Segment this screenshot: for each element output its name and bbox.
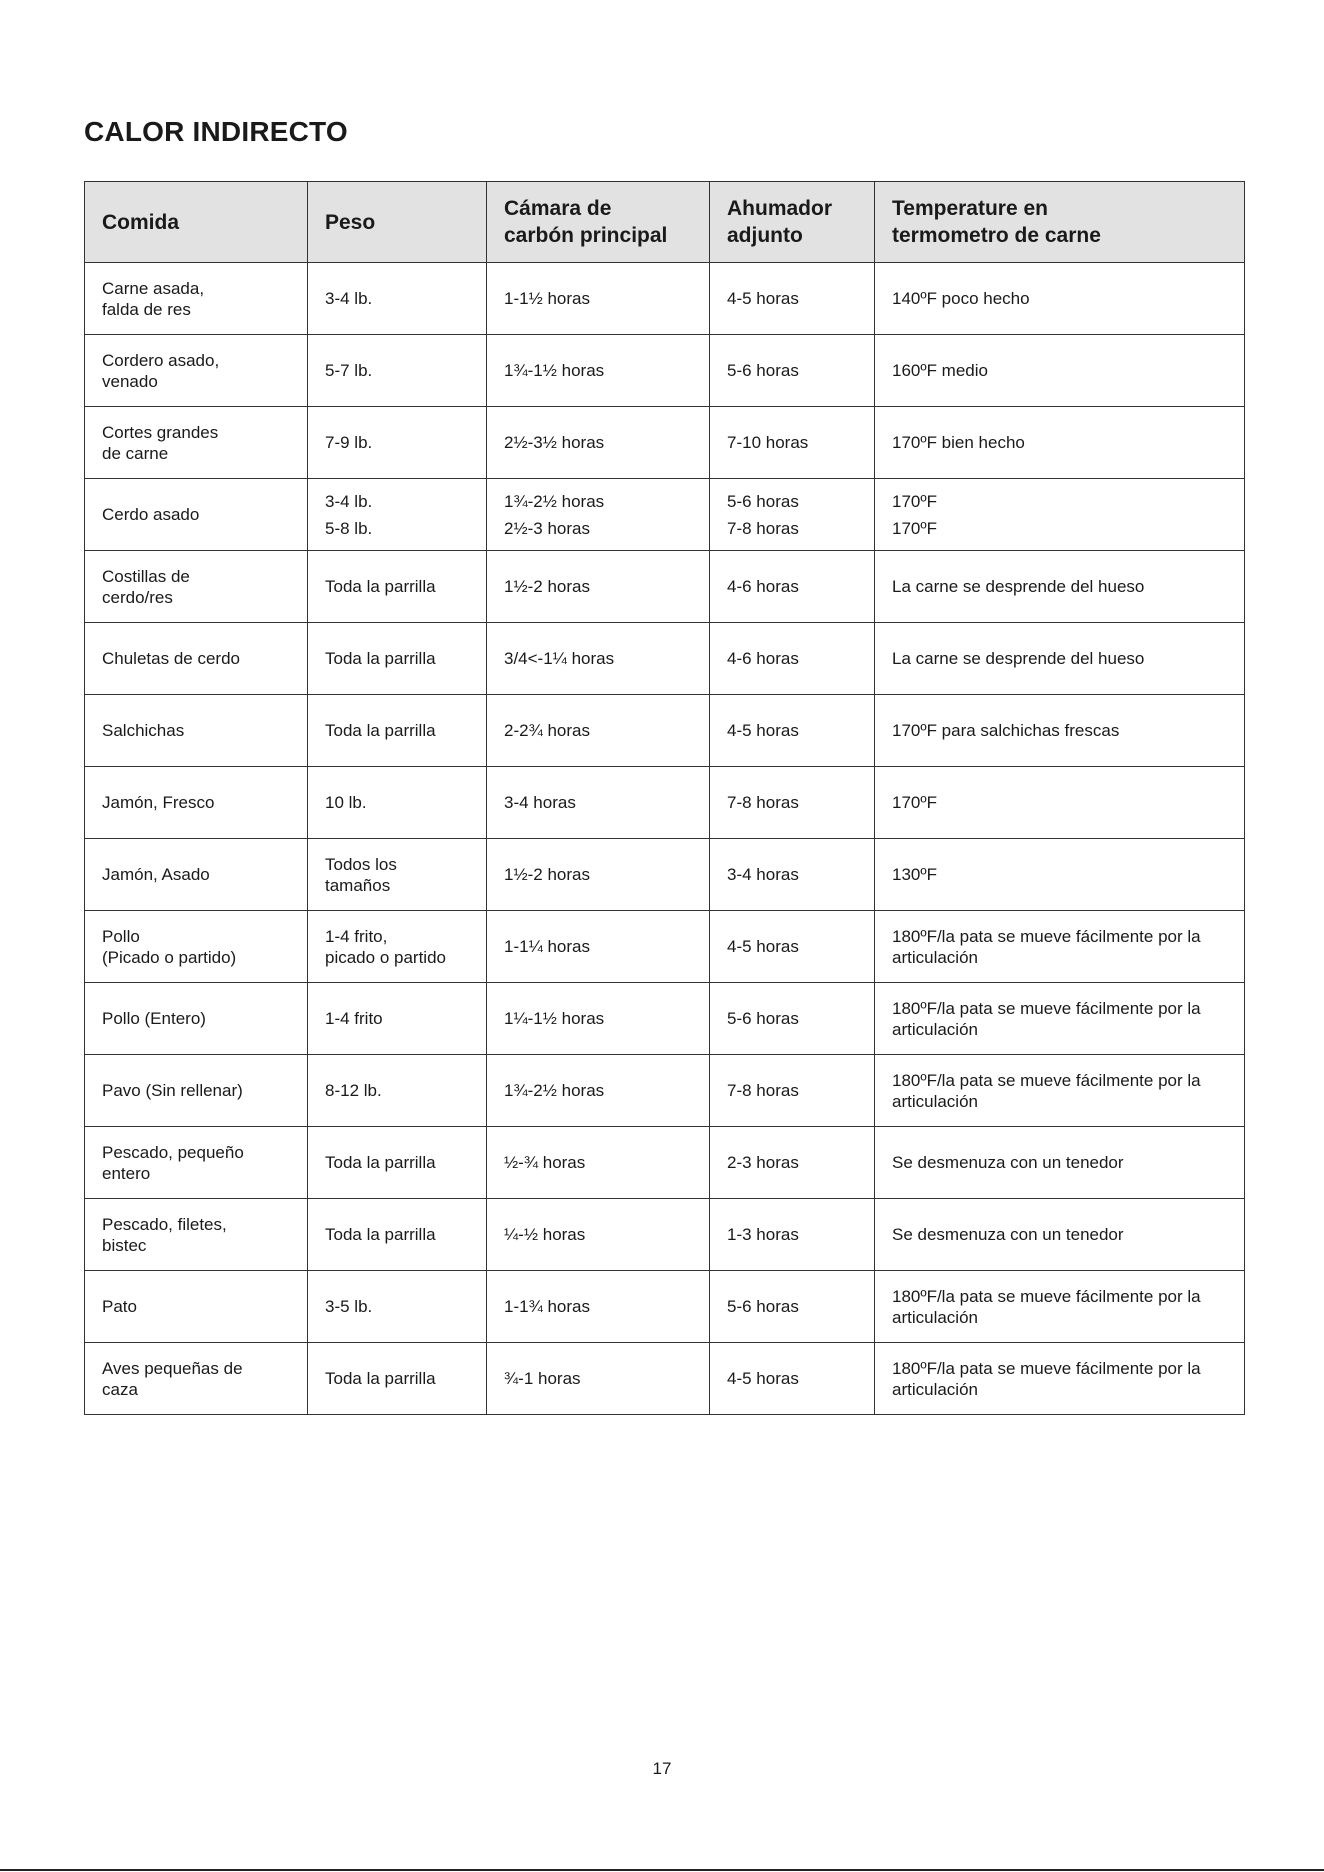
cell-text: 1¼-1½ horas [504,1009,605,1028]
cell-comida [85,1127,308,1199]
cell-peso [308,335,487,407]
cell-ahumador [710,263,875,335]
cell-camara-carbon [487,623,710,695]
cell-text: Pollo (Entero) [102,1009,206,1028]
cell-line: 170ºF [892,518,937,538]
cell-text: Chuletas de cerdo [102,649,240,668]
cell-text: Costillas de cerdo/res [102,566,190,607]
cell-text: 3-4 horas [727,865,799,884]
cell-line: 5-6 horas [727,491,799,511]
table-row [85,263,1245,335]
cell-camara-carbon [487,335,710,407]
cell-peso [308,983,487,1055]
cell-text: Pollo (Picado o partido) [102,926,237,967]
cell-text: 1¾-2½ horas [504,1081,605,1100]
cell-text: 170ºF para salchichas frescas [892,721,1120,740]
cell-text: 4-5 horas [727,289,799,308]
cell-text: 7-10 horas [727,433,809,452]
cell-ahumador [710,695,875,767]
cell-camara-carbon [487,983,710,1055]
cell-comida [85,335,308,407]
cell-text: 4-5 horas [727,721,799,740]
cell-text: Toda la parrilla [325,1369,436,1388]
cell-comida [85,911,308,983]
cell-comida [85,695,308,767]
table-row [85,623,1245,695]
table-row [85,1343,1245,1415]
cell-temperatura [875,1199,1245,1271]
cell-temperatura [875,767,1245,839]
table-row [85,551,1245,623]
cell-text: 3-4 lb. [325,289,373,308]
cell-text: 180ºF/la pata se mueve fácilmente por la articulación [892,998,1201,1039]
table-row [85,695,1245,767]
cell-temperatura [875,983,1245,1055]
cell-ahumador [710,839,875,911]
cell-temperatura [875,335,1245,407]
cell-comida [85,1343,308,1415]
cell-temperatura [875,911,1245,983]
cell-temperatura [875,623,1245,695]
cell-camara-carbon [487,407,710,479]
cell-peso [308,623,487,695]
cell-text: 5-6 horas [727,1297,799,1316]
cell-text: 8-12 lb. [325,1081,382,1100]
cell-peso [308,263,487,335]
cell-comida [85,1055,308,1127]
cell-ahumador [710,1199,875,1271]
cell-camara-carbon [487,1055,710,1127]
cell-text: 4-6 horas [727,649,799,668]
cell-text: Pescado, filetes, bistec [102,1214,227,1255]
cell-text: 1-1¾ horas [504,1297,590,1316]
cell-peso [308,1343,487,1415]
cell-text: Jamón, Asado [102,865,210,884]
cell-peso [308,767,487,839]
cell-camara-carbon [487,1199,710,1271]
bottom-rule [0,1869,1324,1871]
table-row [85,983,1245,1055]
table-row [85,767,1245,839]
cell-text: ½-¾ horas [504,1153,586,1172]
cell-text: 3-4 horas [504,793,576,812]
cell-camara-carbon [487,1271,710,1343]
table-row [85,1055,1245,1127]
cell-comida [85,263,308,335]
page-title: CALOR INDIRECTO [84,116,348,147]
cell-ahumador [710,911,875,983]
column-header-ahumador: Ahumador adjunto [710,182,875,263]
table-row [85,335,1245,407]
cell-temperatura [875,551,1245,623]
cell-text: Toda la parrilla [325,1225,436,1244]
cell-camara-carbon [487,551,710,623]
cell-text: Pavo (Sin rellenar) [102,1081,243,1100]
cell-text: Se desmenuza con un tenedor [892,1153,1124,1172]
cell-text: 2-3 horas [727,1153,799,1172]
cell-comida [85,839,308,911]
cooking-times-table [84,181,1245,1415]
cell-temperatura [875,1343,1245,1415]
cell-text: 3-5 lb. [325,1297,373,1316]
cell-text: Jamón, Fresco [102,793,215,812]
column-header-comida: Comida [85,182,308,263]
cell-text: 160ºF medio [892,361,988,380]
cell-ahumador [710,407,875,479]
cell-ahumador [710,767,875,839]
cell-camara-carbon [487,911,710,983]
cell-temperatura [875,479,1245,551]
cell-peso [308,1271,487,1343]
cell-temperatura [875,407,1245,479]
cell-text: 2½-3½ horas [504,433,605,452]
cell-text: 7-8 horas [727,793,799,812]
cell-text: 180ºF/la pata se mueve fácilmente por la articulación [892,926,1201,967]
cell-peso [308,839,487,911]
cell-text: 5-7 lb. [325,361,373,380]
cell-text: 1½-2 horas [504,577,590,596]
table-row [85,479,1245,551]
cell-text: ¾-1 horas [504,1369,581,1388]
cell-comida [85,623,308,695]
column-header-camara-carbon: Cámara de carbón principal [487,182,710,263]
cell-text: 7-8 horas [727,1081,799,1100]
cell-text: 5-6 horas [727,1009,799,1028]
cell-comida [85,1271,308,1343]
table-header-row [85,182,1245,263]
cell-ahumador [710,335,875,407]
cell-text: Carne asada, falda de res [102,278,205,319]
cell-text: 2-2¾ horas [504,721,590,740]
cell-ahumador [710,1271,875,1343]
cell-text: 130ºF [892,865,937,884]
cell-peso [308,1127,487,1199]
cell-text: 170ºF bien hecho [892,433,1025,452]
cell-comida [85,767,308,839]
cell-camara-carbon [487,695,710,767]
cell-line: 3-4 lb. [325,491,373,511]
cell-temperatura [875,1055,1245,1127]
cell-temperatura [875,263,1245,335]
cell-text: Aves pequeñas de caza [102,1358,243,1399]
cell-text: 1-4 frito, picado o partido [325,926,446,967]
cell-line: 2½-3 horas [504,518,590,538]
cell-camara-carbon [487,767,710,839]
cell-text: Salchichas [102,721,185,740]
cell-text: 4-5 horas [727,937,799,956]
cell-text: 180ºF/la pata se mueve fácilmente por la articulación [892,1358,1201,1399]
table-body [85,263,1245,1415]
cell-text: 180ºF/la pata se mueve fácilmente por la articulación [892,1070,1201,1111]
cell-peso [308,479,487,551]
cell-ahumador [710,1127,875,1199]
cell-temperatura [875,839,1245,911]
cell-text: ¼-½ horas [504,1225,586,1244]
cell-text: Todos los tamaños [325,854,397,895]
cell-text: 1-1¼ horas [504,937,590,956]
cell-text: 180ºF/la pata se mueve fácilmente por la articulación [892,1286,1201,1327]
cell-text: La carne se desprende del hueso [892,649,1145,668]
cell-temperatura [875,695,1245,767]
cell-camara-carbon [487,1343,710,1415]
cell-text: 1-3 horas [727,1225,799,1244]
cell-line: 7-8 horas [727,518,799,538]
cell-ahumador [710,479,875,551]
cell-peso [308,551,487,623]
cell-text: 4-6 horas [727,577,799,596]
cell-text: 1-1½ horas [504,289,590,308]
cell-text: 5-6 horas [727,361,799,380]
cell-ahumador [710,983,875,1055]
cell-camara-carbon [487,479,710,551]
cell-text: Toda la parrilla [325,1153,436,1172]
cell-peso [308,407,487,479]
cell-text: 140ºF poco hecho [892,289,1030,308]
cell-text: Cordero asado, venado [102,350,220,391]
table-row [85,911,1245,983]
cell-text: 1-4 frito [325,1009,383,1028]
cell-text: 3/4<-1¼ horas [504,649,615,668]
cell-ahumador [710,623,875,695]
cell-comida [85,1199,308,1271]
column-header-temperatura: Temperature en termometro de carne [875,182,1245,263]
table-row [85,1271,1245,1343]
cell-line: 170ºF [892,491,937,511]
cell-ahumador [710,1055,875,1127]
cell-text: Cerdo asado [102,505,200,524]
cell-text: 10 lb. [325,793,367,812]
cell-ahumador [710,1343,875,1415]
cell-text: Toda la parrilla [325,577,436,596]
cell-text: Toda la parrilla [325,649,436,668]
page-number: 17 [652,1759,672,1778]
column-header-peso: Peso [308,182,487,263]
cell-peso [308,695,487,767]
cell-text: 1½-2 horas [504,865,590,884]
table-row [85,839,1245,911]
cell-peso [308,1199,487,1271]
cell-peso [308,911,487,983]
cell-camara-carbon [487,839,710,911]
cell-ahumador [710,551,875,623]
cell-comida [85,983,308,1055]
table-row [85,407,1245,479]
cell-temperatura [875,1127,1245,1199]
cell-text: Toda la parrilla [325,721,436,740]
cell-comida [85,407,308,479]
table-row [85,1127,1245,1199]
cell-text: 7-9 lb. [325,433,373,452]
cell-temperatura [875,1271,1245,1343]
cell-text: La carne se desprende del hueso [892,577,1145,596]
cell-line: 5-8 lb. [325,518,373,538]
cell-text: Cortes grandes de carne [102,422,219,463]
cell-line: 1¾-2½ horas [504,491,605,511]
cell-camara-carbon [487,1127,710,1199]
cell-camara-carbon [487,263,710,335]
cell-text: 1¾-1½ horas [504,361,605,380]
cell-text: 4-5 horas [727,1369,799,1388]
cell-text: Se desmenuza con un tenedor [892,1225,1124,1244]
cell-text: 170ºF [892,793,937,812]
cell-comida [85,479,308,551]
cell-comida [85,551,308,623]
cell-text: Pescado, pequeño entero [102,1142,244,1183]
table-row [85,1199,1245,1271]
cell-peso [308,1055,487,1127]
cell-text: Pato [102,1297,137,1316]
